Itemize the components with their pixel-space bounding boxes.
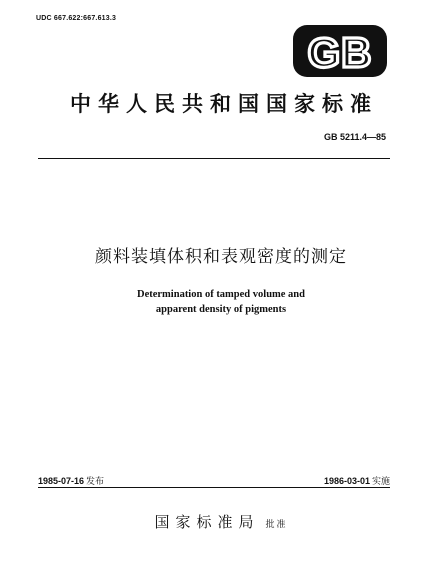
issue-label: 发布 [86, 477, 105, 487]
issue-date-block [38, 474, 104, 487]
english-title-line-2: apparent density of pigments [155, 304, 287, 315]
implementation-label: 实施 [371, 477, 390, 487]
top-divider [38, 158, 390, 159]
approving-authority [0, 511, 442, 532]
bureau-name: 国家标准局 [154, 513, 260, 531]
national-standard-heading: 中华人民共和国国家标准 [70, 92, 378, 116]
implementation-date: 1986-03-01 [323, 476, 370, 486]
gb-logo-text: GB [307, 29, 373, 76]
implementation-date-block [324, 474, 390, 487]
approval-label: 批准 [265, 520, 288, 530]
document-title-english [0, 287, 442, 317]
gb-logo [293, 25, 387, 77]
document-title-chinese: 颜料装填体积和表观密度的测定 [95, 247, 347, 267]
standard-number: GB 5211.4—85 [323, 132, 386, 142]
udc-classification: UDC 667.622:667.613.3 [36, 15, 117, 22]
english-title-line-1: Determination of tamped volume and [137, 289, 305, 300]
issue-date: 1985-07-16 [38, 476, 85, 486]
bottom-divider [38, 487, 390, 488]
